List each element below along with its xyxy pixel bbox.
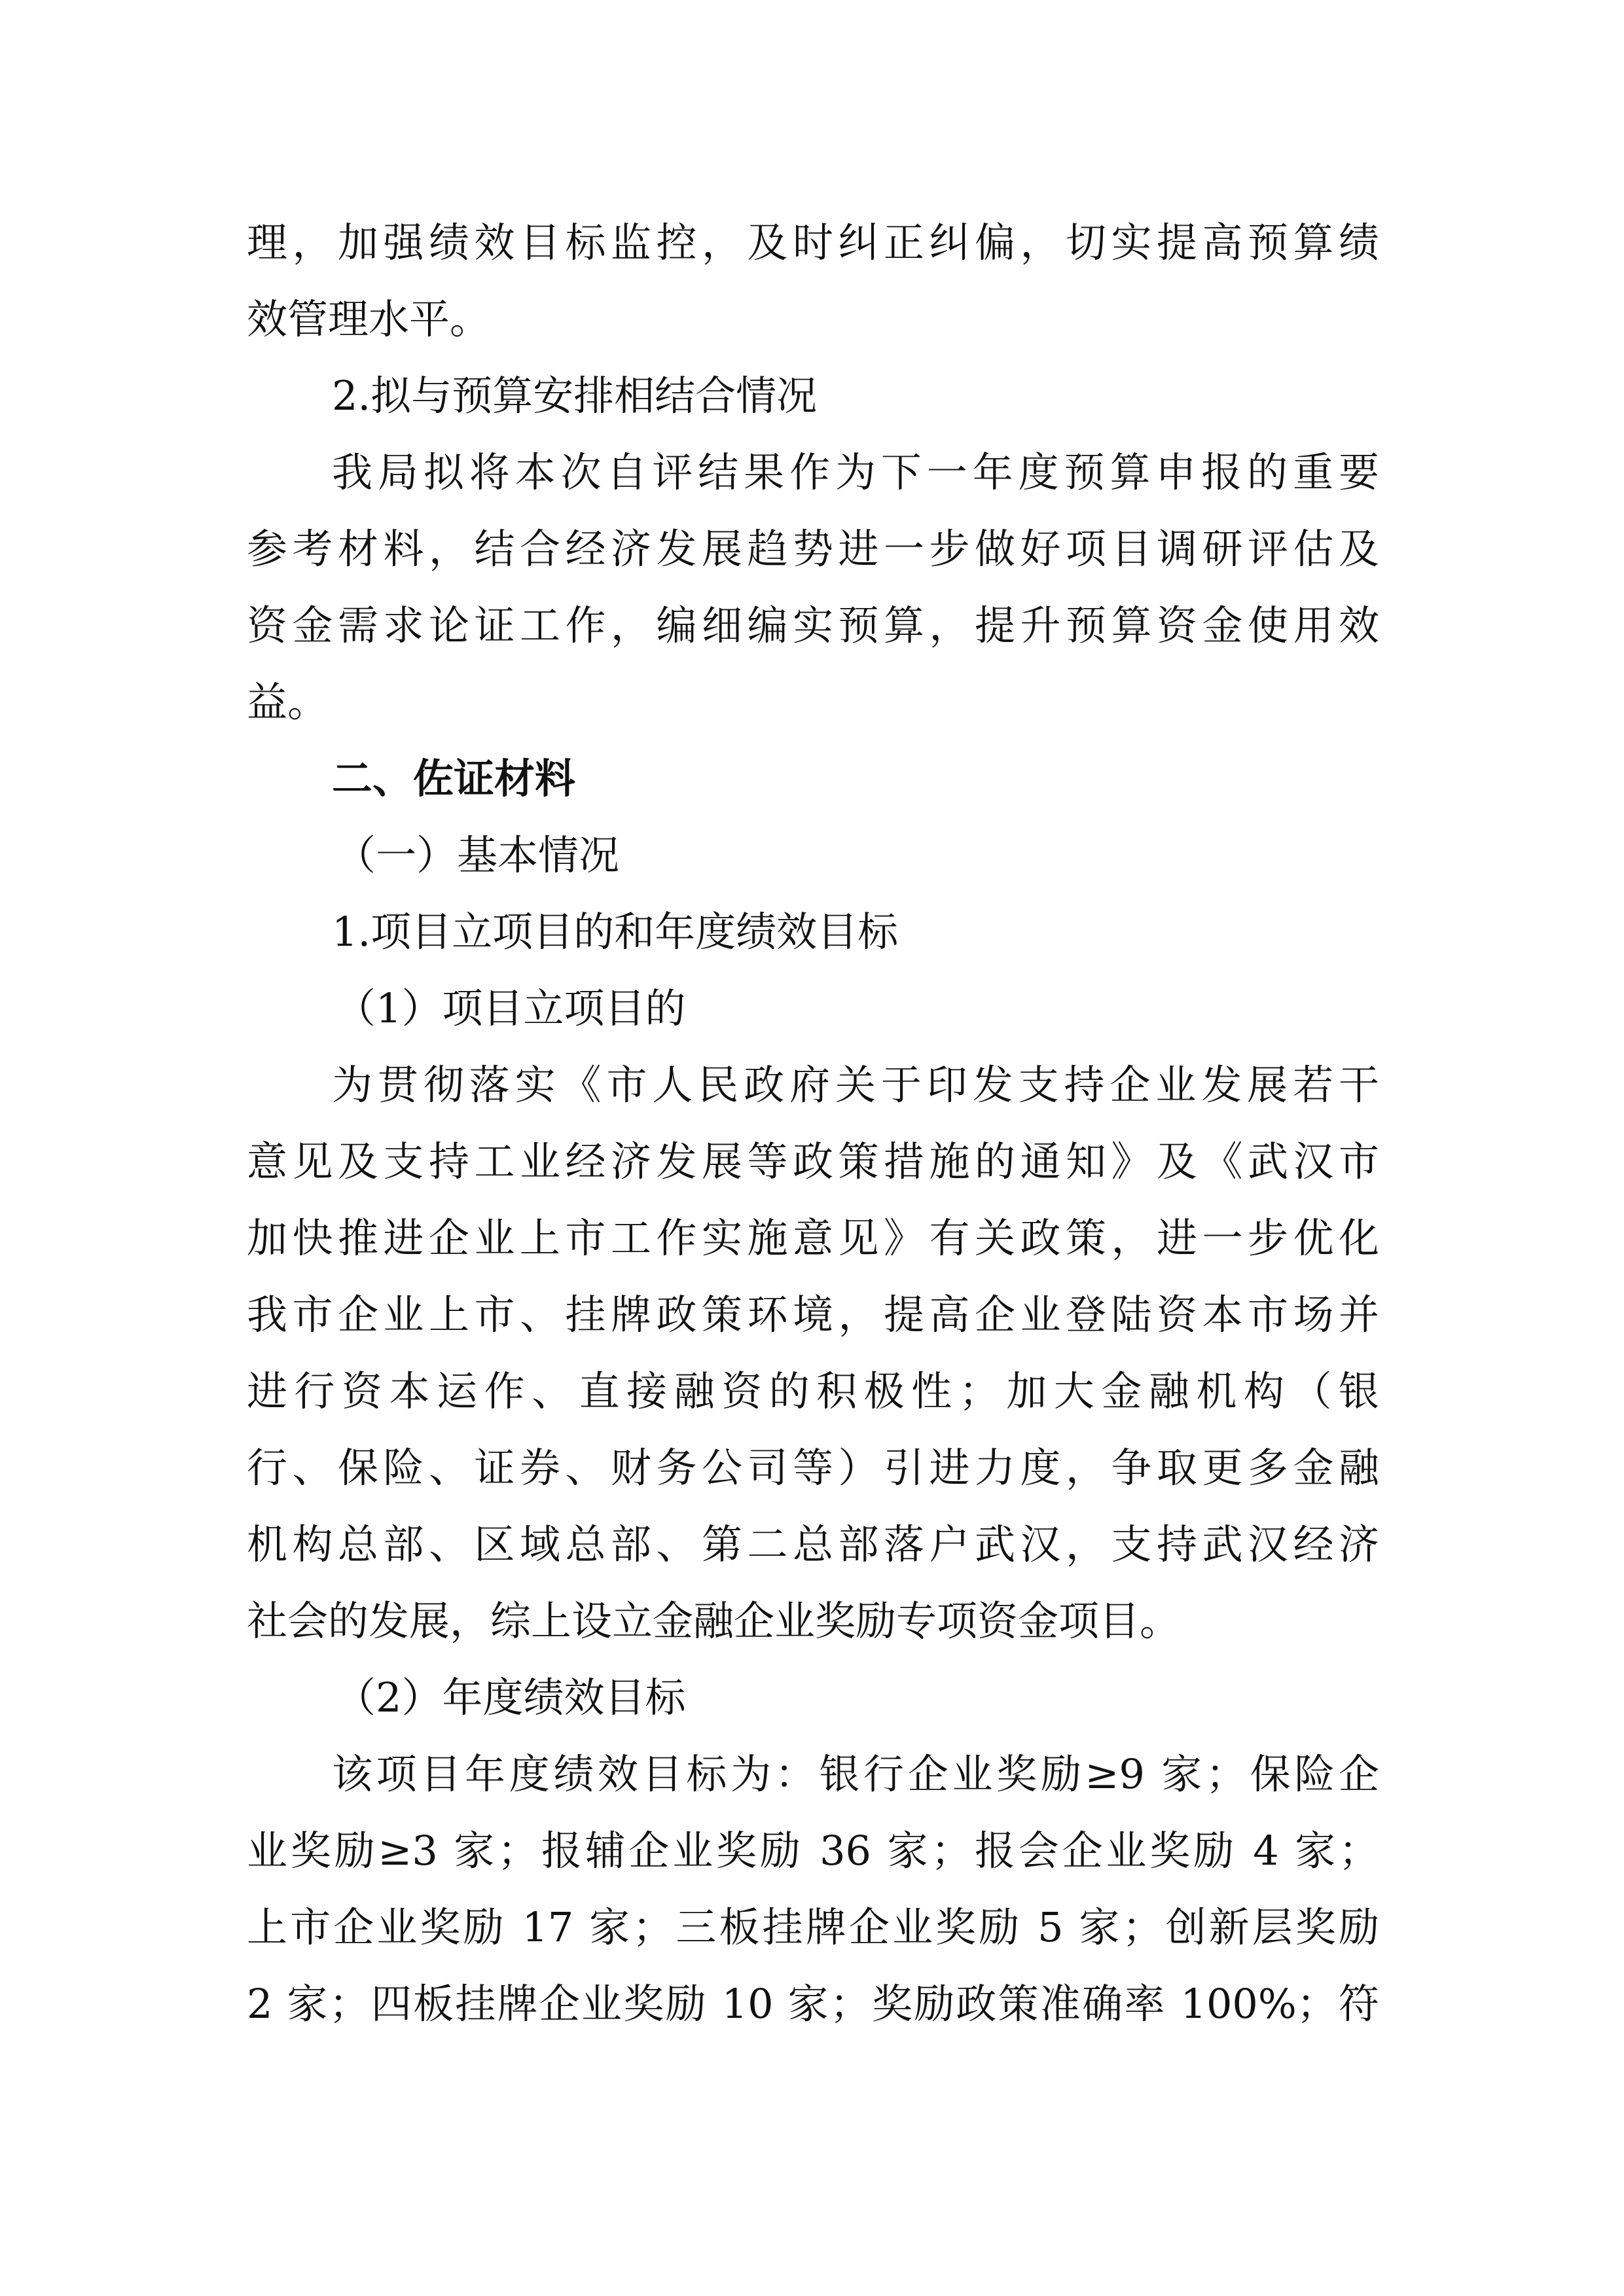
paragraph-line: 我市企业上市、挂牌政策环境，提高企业登陆资本市场并 (247, 1291, 1379, 1338)
paragraph-line: 社会的发展，综上设立金融企业奖励专项资金项目。 (247, 1597, 1181, 1645)
subsection-heading: 2.拟与预算安排相结合情况 (332, 372, 818, 420)
paragraph-line: 益。 (247, 678, 329, 726)
paragraph-line: 为贯彻落实《市人民政府关于印发支持企业发展若干 (332, 1061, 1379, 1109)
paragraph-line: 上市企业奖励 17 家；三板挂牌企业奖励 5 家；创新层奖励 (247, 1903, 1379, 1951)
subsection-heading: （一）基本情况 (335, 831, 620, 879)
paragraph-line: 效管理水平。 (247, 295, 491, 343)
subsection-heading: 1.项目立项目的和年度绩效目标 (332, 908, 899, 956)
document-body (247, 204, 1379, 2042)
paragraph-line: 行、保险、证券、财务公司等）引进力度，争取更多金融 (247, 1444, 1379, 1492)
section-heading: 二、佐证材料 (332, 755, 576, 802)
paragraph-line: 2 家；四板挂牌企业奖励 10 家；奖励政策准确率 100%；符 (247, 1980, 1379, 2028)
paragraph-line: 进行资本运作、直接融资的积极性；加大金融机构（银 (247, 1367, 1379, 1415)
paragraph-line: 意见及支持工业经济发展等政策措施的通知》及《武汉市 (247, 1138, 1379, 1185)
paragraph-line: 加快推进企业上市工作实施意见》有关政策，进一步优化 (247, 1214, 1379, 1262)
paragraph-line: 参考材料，结合经济发展趋势进一步做好项目调研评估及 (247, 525, 1379, 573)
paragraph-line: 理，加强绩效目标监控，及时纠正纠偏，切实提高预算绩 (247, 219, 1379, 266)
paragraph-line: 资金需求论证工作，编细编实预算，提升预算资金使用效 (247, 601, 1379, 649)
paragraph-line: 我局拟将本次自评结果作为下一年度预算申报的重要 (332, 448, 1379, 496)
paragraph-line: 业奖励≥3 家；报辅企业奖励 36 家；报会企业奖励 4 家； (247, 1827, 1379, 1874)
paragraph-line: 该项目年度绩效目标为：银行企业奖励≥9 家；保险企 (332, 1750, 1379, 1798)
subsection-heading: （1）项目立项目的 (335, 984, 686, 1032)
subsection-heading: （2）年度绩效目标 (335, 1674, 686, 1721)
paragraph-line: 机构总部、区域总部、第二总部落户武汉，支持武汉经济 (247, 1520, 1379, 1568)
